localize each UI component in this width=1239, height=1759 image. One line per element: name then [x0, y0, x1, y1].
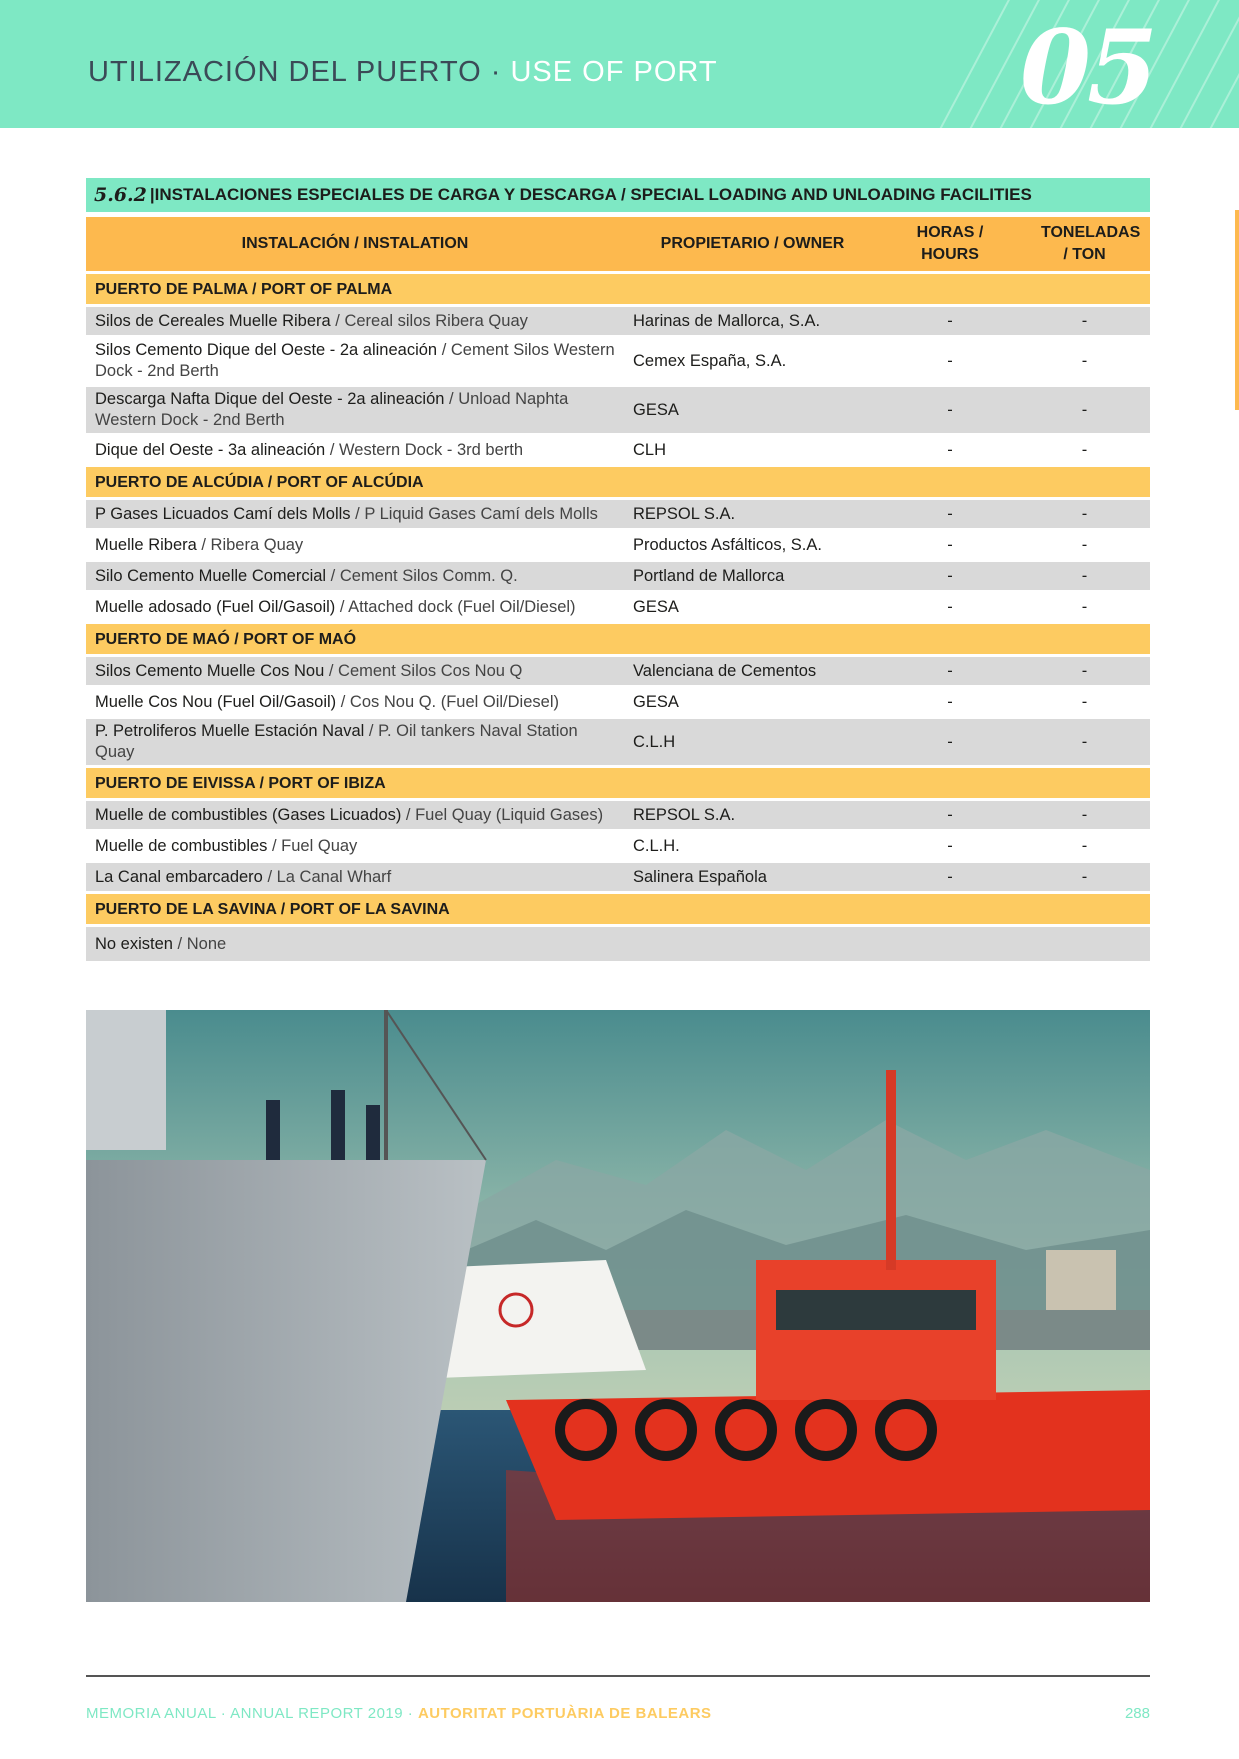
installation-cell [86, 436, 624, 464]
installation-es: Muelle Cos Nou (Fuel Oil/Gasoil) [95, 692, 337, 711]
installation-es: Silos Cemento Muelle Cos Nou [95, 661, 325, 680]
column-header-installation: INSTALACIÓN / INSTALATION [86, 217, 624, 271]
table-header-row [86, 217, 1150, 271]
hours-cell: - [881, 688, 1019, 716]
installation-cell [86, 832, 624, 860]
column-header-owner: PROPIETARIO / OWNER [624, 217, 881, 271]
tons-cell: - [1019, 387, 1150, 433]
table-row [86, 927, 1150, 961]
installation-es: Muelle de combustibles [95, 836, 268, 855]
footer-divider [86, 1675, 1150, 1677]
tugboat-windows [776, 1290, 976, 1330]
hours-cell: - [881, 531, 1019, 559]
installation-en: / Fuel Quay (Liquid Gases) [401, 805, 604, 824]
installation-es: Descarga Nafta Dique del Oeste - 2a alineación [95, 390, 445, 408]
hours-cell [881, 927, 1019, 961]
tugboat-mast [886, 1070, 896, 1270]
owner-cell: Cemex España, S.A. [624, 338, 881, 384]
owner-cell: REPSOL S.A. [624, 801, 881, 829]
table-row [86, 688, 1150, 716]
chapter-header-band [0, 0, 1239, 128]
installation-en: / Cereal silos Ribera Quay [330, 311, 528, 330]
section-title: INSTALACIONES ESPECIALES DE CARGA Y DESCARGA / SPECIAL LOADING AND UNLOADING FACILITIES [154, 185, 1032, 204]
installation-cell [86, 927, 624, 961]
installation-es: Silos de Cereales Muelle Ribera [95, 311, 331, 330]
installation-cell [86, 801, 624, 829]
owner-cell: GESA [624, 593, 881, 621]
tons-cell: - [1019, 500, 1150, 528]
table-row [86, 657, 1150, 685]
hours-cell: - [881, 338, 1019, 384]
tons-cell: - [1019, 562, 1150, 590]
installation-es: Dique del Oeste - 3a alineación [95, 440, 326, 459]
table-row [86, 500, 1150, 528]
owner-cell: REPSOL S.A. [624, 500, 881, 528]
installation-cell [86, 719, 624, 765]
installation-es: La Canal embarcadero [95, 867, 263, 886]
table-row [86, 531, 1150, 559]
chapter-title-en: USE OF PORT [510, 56, 718, 88]
section-separator: | [149, 185, 155, 204]
port-group-label: PUERTO DE ALCÚDIA / PORT OF ALCÚDIA [86, 467, 1150, 497]
installation-cell [86, 338, 624, 384]
owner-cell: Salinera Española [624, 863, 881, 891]
installation-en: / P Liquid Gases Camí dels Molls [350, 504, 598, 523]
port-group-row [86, 624, 1150, 654]
port-group-label: PUERTO DE EIVISSA / PORT OF IBIZA [86, 768, 1150, 798]
column-header-hours: HORAS / HOURS [881, 217, 1019, 271]
port-group-label: PUERTO DE MAÓ / PORT OF MAÓ [86, 624, 1150, 654]
chapter-number: 05 [1020, 8, 1154, 128]
tons-cell: - [1019, 863, 1150, 891]
installation-en: / La Canal Wharf [262, 867, 392, 886]
owner-cell: Productos Asfálticos, S.A. [624, 531, 881, 559]
table-row [86, 562, 1150, 590]
installation-cell [86, 307, 624, 335]
owner-cell: C.L.H. [624, 832, 881, 860]
installation-cell [86, 863, 624, 891]
installation-es: P. Petroliferos Muelle Estación Naval [95, 722, 365, 740]
installation-en: / Western Dock - 3rd berth [325, 440, 524, 459]
table-row [86, 863, 1150, 891]
hours-cell: - [881, 657, 1019, 685]
footer-organization: AUTORITAT PORTUÀRIA DE BALEARS [417, 1705, 712, 1722]
tons-cell: - [1019, 657, 1150, 685]
owner-cell: C.L.H [624, 719, 881, 765]
installation-es: Muelle de combustibles (Gases Licuados) [95, 805, 402, 824]
tons-cell: - [1019, 307, 1150, 335]
owner-cell [624, 927, 881, 961]
table-row [86, 719, 1150, 765]
hours-cell: - [881, 307, 1019, 335]
side-marker [1235, 210, 1239, 410]
owner-cell: Portland de Mallorca [624, 562, 881, 590]
installation-en: / P. Oil tankers Naval Station Quay [95, 722, 578, 761]
footer-report: MEMORIA ANUAL · ANNUAL REPORT 2019 · [86, 1705, 418, 1722]
chapter-title [88, 56, 718, 89]
sailor [266, 1100, 280, 1160]
installation-cell [86, 562, 624, 590]
table-row [86, 307, 1150, 335]
installation-es: Muelle adosado (Fuel Oil/Gasoil) [95, 597, 336, 616]
tons-cell: - [1019, 832, 1150, 860]
harbour-photo-illustration [86, 1010, 1150, 1602]
installation-en: / Cement Silos Cos Nou Q [324, 661, 523, 680]
installation-en: / Ribera Quay [196, 535, 304, 554]
chapter-title-es: UTILIZACIÓN DEL PUERTO · [88, 56, 511, 88]
installation-es: Silos Cemento Dique del Oeste - 2a alineación [95, 341, 438, 359]
installation-cell [86, 500, 624, 528]
table-row [86, 338, 1150, 384]
installation-es: P Gases Licuados Camí dels Molls [95, 504, 351, 523]
hours-cell: - [881, 500, 1019, 528]
hours-cell: - [881, 801, 1019, 829]
installation-cell [86, 688, 624, 716]
footer-report-label [86, 1705, 712, 1722]
installation-cell [86, 387, 624, 433]
port-group-row [86, 768, 1150, 798]
port-group-row [86, 894, 1150, 924]
hours-cell: - [881, 832, 1019, 860]
tons-cell: - [1019, 801, 1150, 829]
section-title-bar [86, 178, 1150, 212]
owner-cell: Valenciana de Cementos [624, 657, 881, 685]
tons-cell: - [1019, 436, 1150, 464]
facilities-table [86, 214, 1150, 964]
owner-cell: CLH [624, 436, 881, 464]
installation-es: No existen [95, 934, 173, 953]
tons-cell: - [1019, 593, 1150, 621]
sailor [366, 1105, 380, 1160]
harbour-photo [86, 1010, 1150, 1602]
hours-cell: - [881, 562, 1019, 590]
owner-cell: GESA [624, 387, 881, 433]
installation-es: Silo Cemento Muelle Comercial [95, 566, 327, 585]
hours-cell: - [881, 863, 1019, 891]
installation-en: / Cement Silos Comm. Q. [326, 566, 518, 585]
installation-cell [86, 531, 624, 559]
section-number: 5.6.2 [94, 184, 147, 206]
installation-es: Muelle Ribera [95, 535, 197, 554]
installation-cell [86, 593, 624, 621]
installation-en: / Cos Nou Q. (Fuel Oil/Diesel) [336, 692, 559, 711]
hours-cell: - [881, 719, 1019, 765]
table-row [86, 387, 1150, 433]
table-row [86, 832, 1150, 860]
owner-cell: GESA [624, 688, 881, 716]
warship-tower [86, 1010, 166, 1150]
tons-cell: - [1019, 531, 1150, 559]
port-group-label: PUERTO DE PALMA / PORT OF PALMA [86, 274, 1150, 304]
page-number: 288 [1124, 1705, 1150, 1722]
port-group-row [86, 467, 1150, 497]
installation-en: / None [172, 934, 227, 953]
table-row [86, 801, 1150, 829]
port-group-row [86, 274, 1150, 304]
table-row [86, 593, 1150, 621]
hours-cell: - [881, 436, 1019, 464]
installation-en: / Attached dock (Fuel Oil/Diesel) [335, 597, 576, 616]
tons-cell: - [1019, 338, 1150, 384]
sailor [331, 1090, 345, 1160]
tons-cell: - [1019, 719, 1150, 765]
installation-cell [86, 657, 624, 685]
port-group-label: PUERTO DE LA SAVINA / PORT OF LA SAVINA [86, 894, 1150, 924]
installation-en: / Unload Naphta Western Dock - 2nd Berth [95, 390, 569, 429]
tons-cell: - [1019, 688, 1150, 716]
hours-cell: - [881, 387, 1019, 433]
column-header-tons: TONELADAS / TON [1019, 217, 1150, 271]
installation-en: / Fuel Quay [267, 836, 358, 855]
owner-cell: Harinas de Mallorca, S.A. [624, 307, 881, 335]
hours-cell: - [881, 593, 1019, 621]
installation-en: / Cement Silos Western Dock - 2nd Berth [95, 341, 615, 380]
table-row [86, 436, 1150, 464]
tons-cell [1019, 927, 1150, 961]
